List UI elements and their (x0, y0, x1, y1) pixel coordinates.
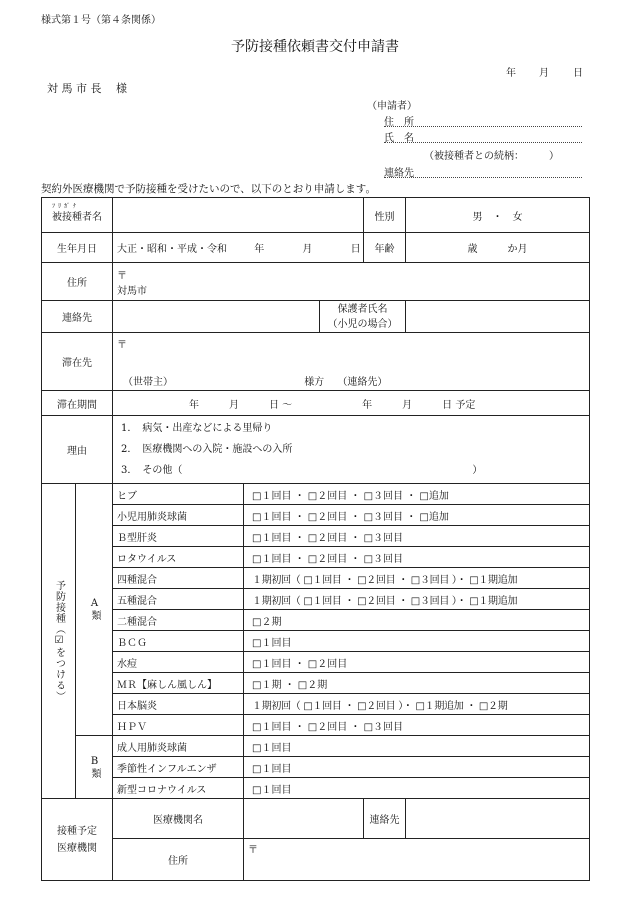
intro-text: 契約外医療機関で予防接種を受けたいので、以下のとおり申請します。 (41, 183, 376, 195)
address-label: 住所 (42, 263, 113, 301)
address-postal: 〒 (117, 270, 127, 282)
age-input[interactable]: 歳 か月 (406, 233, 590, 263)
name-ruby: ﾌﾘｶﾞﾅ (52, 202, 80, 210)
guardian-label-cell (320, 301, 406, 333)
contact-label: 連絡先 (42, 301, 113, 333)
institution-name-input[interactable] (244, 799, 364, 839)
vaccine-doses[interactable]: □１回目 (244, 757, 590, 778)
date-day: 日 (573, 68, 583, 79)
vaccine-doses[interactable]: □１回目 ・ □２回目 ・ □３回目 ・ □追加 (244, 484, 590, 505)
guardian-input[interactable] (406, 301, 590, 333)
date-year: 年 (506, 68, 516, 79)
sex-value[interactable]: 男 ・ 女 (406, 198, 590, 233)
vaccine-name: ＢＣＧ (113, 631, 244, 652)
vaccine-name: ヒブ (113, 484, 244, 505)
name-input[interactable] (113, 198, 364, 233)
birth-input[interactable] (113, 233, 364, 263)
guardian-note: （小児の場合） (327, 318, 398, 330)
applicant-address-line[interactable] (384, 126, 582, 127)
birth-day-label: 日 (350, 244, 361, 255)
applicant-relation: （被接種者との続柄： ） (424, 151, 559, 162)
contact-input[interactable] (113, 301, 320, 333)
stay-label: 滞在先 (42, 333, 113, 391)
vaccine-doses[interactable]: □１回目 (244, 631, 590, 652)
address-input[interactable] (113, 263, 590, 301)
vaccine-doses[interactable]: □１回目 ・ □２回目 ・ □３回目 ・ □追加 (244, 505, 590, 526)
vaccine-doses[interactable]: □１回目 (244, 736, 590, 757)
period-label: 滞在期間 (42, 391, 113, 416)
birth-year-label: 年 (254, 244, 265, 255)
era-options: 大正・昭和・平成・令和 (117, 244, 227, 255)
vaccine-name: 日本脳炎 (113, 694, 244, 715)
birth-month-label: 月 (302, 244, 313, 255)
stay-input[interactable] (113, 333, 590, 391)
reason-label: 理由 (42, 416, 113, 484)
vaccine-doses[interactable]: １期初回（ □１回目 ・ □２回目 ・ □３回目 ）・ □１期追加 (244, 568, 590, 589)
name-label-cell (42, 198, 113, 233)
vaccine-name: 小児用肺炎球菌 (113, 505, 244, 526)
vaccine-doses[interactable]: □１回目 ・ □２回目 ・ □３回目 (244, 715, 590, 736)
stay-head-label: （世帯主） (123, 377, 173, 388)
vaccine-name: 水痘 (113, 652, 244, 673)
guardian-label: 保護者氏名 (337, 303, 388, 315)
applicant-contact-line[interactable] (384, 177, 582, 178)
vaccine-doses[interactable]: □１回目 ・ □２回目 (244, 652, 590, 673)
stay-sama-label: 様方 (304, 377, 325, 388)
planned-institution-label: 接種予定 医療機関 (42, 799, 113, 881)
vaccine-name: ロタウイルス (113, 547, 244, 568)
vaccine-doses[interactable]: □１回目 ・ □２回目 ・ □３回目 (244, 526, 590, 547)
applicant-name-label: 氏 名 (384, 133, 414, 144)
period-input[interactable]: 年 月 日 〜 年 月 日 予定 (113, 391, 590, 416)
vaccine-doses[interactable]: □１回目 ・ □２回目 ・ □３回目 (244, 547, 590, 568)
institution-postal: 〒 (248, 845, 258, 856)
institution-address-input[interactable] (244, 839, 590, 881)
group-a-label: A類 (76, 484, 113, 736)
vaccine-name: 季節性インフルエンザ (113, 757, 244, 778)
age-label: 年齢 (364, 233, 406, 263)
sex-label: 性別 (364, 198, 406, 233)
application-form (41, 197, 590, 881)
vaccine-name: 四種混合 (113, 568, 244, 589)
address-city: 対馬市 (117, 285, 147, 297)
vaccine-name: ＭＲ【麻しん風しん】 (113, 673, 244, 694)
reason-item[interactable]: 2． 医療機関への入院・施設への入所 (121, 444, 293, 455)
page-title: 予防接種依頼書交付申請書 (231, 39, 399, 55)
vaccine-name: 新型コロナウイルス (113, 778, 244, 799)
vaccine-name: 五種混合 (113, 589, 244, 610)
reason-options[interactable] (113, 416, 590, 484)
applicant-name-line[interactable] (384, 142, 582, 143)
birth-label: 生年月日 (42, 233, 113, 263)
applicant-label: （申請者） (367, 101, 417, 112)
group-b-label: B類 (76, 736, 113, 799)
vaccine-name: 成人用肺炎球菌 (113, 736, 244, 757)
vaccine-doses[interactable]: １期初回（ □１回目 ・ □２回目 ）・ □１期追加 ・ □２期 (244, 694, 590, 715)
institution-name-label: 医療機関名 (113, 799, 244, 839)
name-label: 被接種者名 (52, 211, 102, 223)
vaccine-name: ＨＰＶ (113, 715, 244, 736)
institution-address-label: 住所 (113, 839, 244, 881)
addressee: 対 馬 市 長 様 (47, 82, 127, 95)
vaccine-doses[interactable]: □２期 (244, 610, 590, 631)
reason-item[interactable]: 1． 病気・出産などによる里帰り (121, 423, 273, 434)
stay-contact-label: （連絡先） (337, 377, 388, 388)
applicant-contact-label: 連絡先 (384, 168, 414, 179)
institution-contact-input[interactable] (406, 799, 590, 839)
form-number: 様式第１号（第４条関係） (41, 15, 161, 26)
stay-postal: 〒 (117, 340, 127, 351)
vaccine-section-label: 予防接種（☑をつける） (42, 484, 76, 799)
institution-contact-label: 連絡先 (364, 799, 406, 839)
vaccine-doses[interactable]: □１期 ・ □２期 (244, 673, 590, 694)
vaccine-doses[interactable]: １期初回（ □１回目 ・ □２回目 ・ □３回目 ）・ □１期追加 (244, 589, 590, 610)
reason-item-other[interactable]: 3． その他（ ） (121, 465, 483, 476)
vaccine-name: 二種混合 (113, 610, 244, 631)
vaccine-doses[interactable]: □１回目 (244, 778, 590, 799)
date-month: 月 (539, 68, 549, 79)
vaccine-name: Ｂ型肝炎 (113, 526, 244, 547)
applicant-address-label: 住 所 (384, 117, 414, 128)
